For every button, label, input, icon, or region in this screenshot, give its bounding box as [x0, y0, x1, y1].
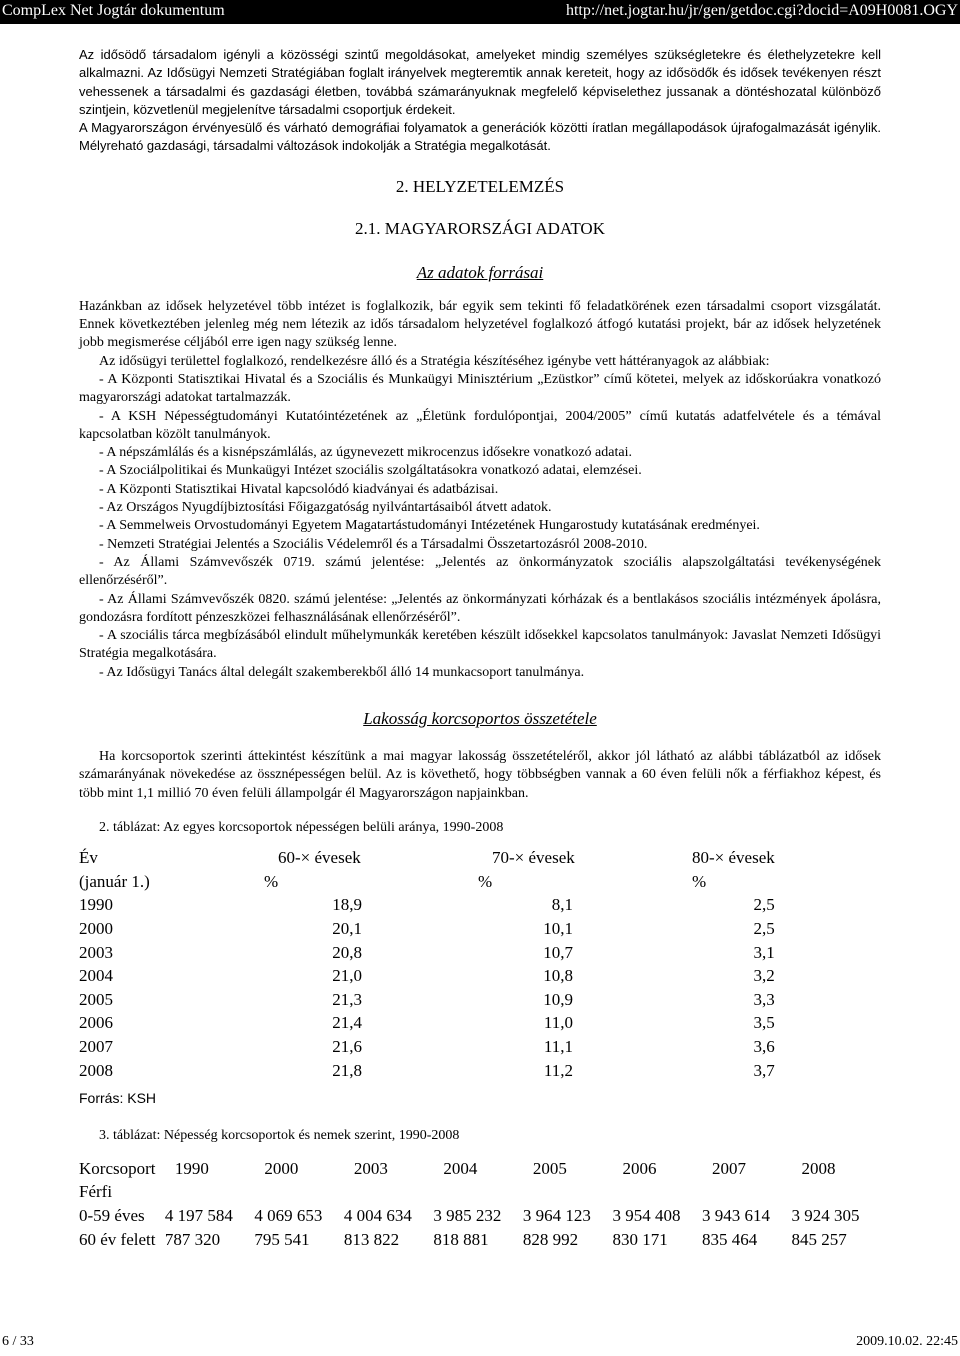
table-cell: 10,1 — [543, 918, 573, 938]
table-3-population-by-age-sex — [79, 1160, 881, 1254]
document-source-title: CompLex Net Jogtár dokumentum — [2, 2, 225, 19]
table-cell: 830 171 — [612, 1229, 668, 1249]
table-cell: 3 943 614 — [701, 1205, 770, 1225]
list-item: - Az Állami Számvevőszék 0820. számú jelentése: „Jelentés az önkormányzati kórházak és a bentlakásos szociális intézmények ápolásra, gondozásra fordított pénzeszközei felhasználásának ellenőrzéséről”. — [79, 591, 881, 625]
table-cell: 11,2 — [543, 1060, 573, 1080]
list-item: - A Központi Statisztikai Hivatal kapcsolódó kiadványai és adatbázisai. — [99, 481, 499, 497]
sources-paragraph-2: Az idősügyi területtel foglalkozó, rendelkezésre álló és a Stratégia készítéséhez igénybe vett háttéranyagok az alábbiak: — [99, 353, 770, 369]
table-cell: 20,1 — [332, 918, 362, 938]
table-row — [79, 1207, 881, 1231]
table-header-cell: 1990 — [174, 1158, 209, 1178]
table-row — [79, 1231, 881, 1255]
table-subheader-row — [79, 1183, 881, 1207]
table-cell: 0-59 éves — [79, 1205, 145, 1225]
table-cell: 10,9 — [543, 989, 573, 1009]
list-item: - A Semmelweis Orvostudományi Egyetem Magatartástudományi Intézetének Hungarostudy kutatásának eredményei. — [99, 518, 760, 534]
table-row — [79, 1038, 775, 1062]
table-cell: 21,8 — [332, 1060, 362, 1080]
table-row — [79, 967, 775, 991]
table-cell: 3,5 — [753, 1013, 775, 1033]
print-timestamp: 2009.10.02. 22:45 — [856, 1334, 958, 1349]
list-item: - A Szociálpolitikai és Munkaügyi Intézet szociális szolgáltatásokra vonatkozó adatai, elemzései. — [99, 463, 642, 479]
table-cell: 2007 — [79, 1036, 113, 1056]
subheading-population-age-groups: Lakosság korcsoportos összetétele — [363, 709, 597, 729]
table-header-cell: 80-× évesek — [692, 848, 775, 868]
table-cell: 10,7 — [543, 942, 573, 962]
list-item: - A KSH Népességtudományi Kutatóintézetének az „Életünk fordulópontjai, 2004/2005” című kutatás adatfelvétele és a témával kapcsolatban közölt tanulmányok. — [79, 408, 881, 442]
table-row — [79, 944, 775, 968]
subheading-data-sources: Az adatok forrásai — [416, 262, 544, 282]
table-header-cell: Év — [79, 848, 98, 868]
table-row — [79, 991, 775, 1015]
table-2-source: Forrás: KSH — [79, 1090, 157, 1107]
list-item: - A Központi Statisztikai Hivatal és a Szociális és Munkaügyi Minisztérium „Ezüstkor” című kötetei, melyek az időskorúakra vonatkozó magyarországi adatokat tartalmazzák. — [79, 371, 881, 406]
table-header-cell: 2000 — [264, 1158, 299, 1178]
browser-header-bar — [0, 0, 960, 24]
table-header-cell: 2006 — [622, 1158, 657, 1178]
table-header-row — [79, 1160, 881, 1184]
table-2-caption: 2. táblázat: Az egyes korcsoportok népességen belüli aránya, 1990-2008 — [99, 819, 504, 835]
table-header-cell: % — [478, 871, 493, 891]
section-heading-2-1: 2.1. MAGYARORSZÁGI ADATOK — [355, 218, 605, 238]
table-cell: 2004 — [79, 966, 113, 986]
table-cell: 828 992 — [522, 1229, 579, 1249]
table-cell: 813 822 — [343, 1229, 400, 1249]
table-cell: 2003 — [79, 942, 113, 962]
table-cell: 18,9 — [332, 895, 362, 915]
table-row — [79, 896, 775, 920]
page-number: 6 / 33 — [2, 1334, 34, 1349]
table-cell: 8,1 — [551, 895, 573, 915]
table-cell: 3 954 408 — [612, 1205, 681, 1225]
table-cell: 20,8 — [332, 942, 362, 962]
table-cell: 11,0 — [543, 1013, 573, 1033]
list-item: - A szociális tárca megbízásából elindult műhelymunkák keretében készült idősekkel kapcsolatos tanulmányok: Javaslat Nemzeti Idősügyi Stratégia megalkotására. — [79, 628, 881, 662]
table-cell: 3,2 — [753, 966, 775, 986]
table-cell: 3,3 — [753, 989, 775, 1009]
table-cell: 21,0 — [332, 966, 362, 986]
table-cell: 2006 — [79, 1013, 113, 1033]
section-heading-2: 2. HELYZETELEMZÉS — [395, 176, 565, 196]
table-cell: 4 197 584 — [164, 1205, 233, 1225]
table-cell: 835 464 — [701, 1229, 758, 1249]
population-paragraph: Ha korcsoportok szerinti áttekintést készítünk a mai magyar lakosság összetételéről, akkor jól látható az alábbi táblázatból az idősek számarányának növekedése az össznépességen belül. Az is követhető, hogy többségben vannak a 60 éven felüli nők a férfiakhoz képest, és több mint 1,1 millió 70 éven felüli állampolgár él Magyarországon napjainkban. — [79, 749, 881, 801]
list-item: - Az Állami Számvevőszék 0719. számú jelentése: „Jelentés az önkormányzatok szociális alapszolgáltatási tevékenységének ellenőrzéséről”. — [79, 554, 881, 589]
intro-paragraph-2: A Magyarországon érvényesülő és várható demográfiai folyamatok a generációk közötti íratlan megállapodások újrafogalmazását igénylik. Mélyreható gazdasági, társadalmi változások indokolják a Stratégia megalkotását. — [79, 120, 881, 154]
table-cell: 3,6 — [753, 1036, 775, 1056]
table-cell: 60 év felett — [79, 1229, 156, 1249]
table-cell: 21,4 — [332, 1013, 362, 1033]
table-header-row — [79, 849, 775, 873]
table-cell: 3,7 — [753, 1060, 775, 1080]
table-subheader-cell: Férfi — [79, 1182, 113, 1202]
table-cell: 2000 — [79, 918, 113, 938]
table-cell: 2,5 — [753, 918, 775, 938]
table-header-cell: (január 1.) — [79, 871, 150, 891]
table-header-row — [79, 873, 775, 897]
table-cell: 2008 — [79, 1060, 113, 1080]
table-cell: 11,1 — [543, 1036, 573, 1056]
table-cell: 787 320 — [164, 1229, 221, 1249]
sources-paragraph-1: Hazánkban az idősek helyzetével több intézet is foglalkozik, bár egyik sem tekinti fő feladatkörének ezen társadalmi csoport vizsgálatát. Ennek következtében jelenleg még nem létezik az idős társadalom helyzetével foglalkozó átfogó kutatási projekt, bár az idősek helyzetének jobb megismerése céljából erre igen nagy szükség lenne. — [79, 298, 881, 351]
table-header-cell: 60-× évesek — [278, 848, 361, 868]
table-header-cell: 2004 — [443, 1158, 478, 1178]
table-cell: 3 964 123 — [522, 1205, 591, 1225]
table-cell: 2,5 — [753, 895, 775, 915]
table-3-body — [79, 1207, 881, 1254]
document-url: http://net.jogtar.hu/jr/gen/getdoc.cgi?docid=A09H0081.OGY — [565, 2, 958, 19]
table-cell: 4 069 653 — [254, 1205, 323, 1225]
table-header-cell: 70-× évesek — [492, 848, 575, 868]
table-row — [79, 1014, 775, 1038]
table-row — [79, 920, 775, 944]
list-item: - Az Idősügyi Tanács által delegált szakemberekből álló 14 munkacsoport tanulmánya. — [99, 664, 585, 680]
table-cell: 3,1 — [753, 942, 775, 962]
table-cell: 21,6 — [332, 1036, 362, 1056]
table-header-cell: 2008 — [801, 1158, 836, 1178]
table-cell: 3 924 305 — [791, 1205, 860, 1225]
table-header-cell: % — [264, 871, 279, 891]
list-item: - Nemzeti Stratégiai Jelentés a Szociális Védelemről és a Társadalmi Összetartozásról 2008-2010. — [99, 536, 648, 552]
table-cell: 10,8 — [543, 966, 573, 986]
table-header-cell: 2007 — [711, 1158, 746, 1178]
table-2-body — [79, 896, 775, 1085]
table-cell: 845 257 — [791, 1229, 847, 1249]
table-cell: 795 541 — [254, 1229, 310, 1249]
table-3-caption: 3. táblázat: Népesség korcsoportok és nemek szerint, 1990-2008 — [99, 1128, 460, 1144]
table-header-cell: 2003 — [353, 1158, 388, 1178]
table-cell: 2005 — [79, 989, 113, 1009]
table-header-cell: 2005 — [532, 1158, 567, 1178]
list-item: - Az Országos Nyugdíjbiztosítási Főigazgatóság nyilvántartásaiból átvett adatok. — [99, 500, 552, 516]
document-body — [79, 46, 881, 1254]
table-2-age-group-shares — [79, 849, 775, 1085]
table-header-cell: % — [692, 871, 707, 891]
list-item: - A népszámlálás és a kisnépszámlálás, az úgynevezett mikrocenzus idősekre vonatkozó adatai. — [99, 445, 632, 461]
table-cell: 1990 — [79, 895, 113, 915]
table-header-cell: Korcsoport — [79, 1158, 156, 1178]
table-cell: 3 985 232 — [433, 1205, 502, 1225]
table-cell: 4 004 634 — [343, 1205, 412, 1225]
table-cell: 818 881 — [433, 1229, 489, 1249]
intro-paragraph-1: Az idősödő társadalom igényli a közösségi szintű megoldásokat, amelyeket mindig személyes szükségletekre és élethelyzetekre kell alkalmazni. Az Idősügyi Nemzeti Stratégiában foglalt irányelvek megteremtik annak kereteit, hogy az idősödők és idősek tevékenyen részt vehessenek a társadalmi és gazdasági életben, továbbá számarányuknak megfelelő képviselethez jussanak a döntéshozatal különböző szintjein, közvetlenül megjelenítve társadalmi csoportjuk érdekeit. — [79, 47, 881, 117]
table-row — [79, 1062, 775, 1086]
table-cell: 21,3 — [332, 989, 362, 1009]
